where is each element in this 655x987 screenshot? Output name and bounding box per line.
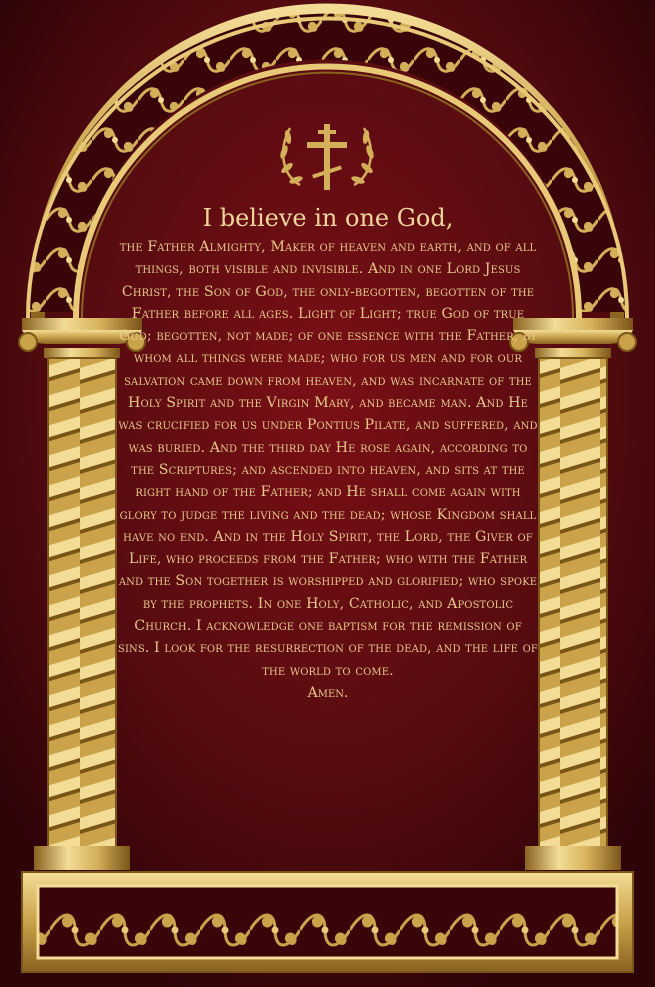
creed-closing: Amen. xyxy=(307,684,349,701)
creed-text xyxy=(118,200,538,870)
left-column xyxy=(34,358,130,870)
creed-body: the Father Almighty, Maker of heaven and earth, and of all things, both visible and invisible. And in one Lord Jesus Christ, the Son of God, the only-begotten, begotten of the Father before all ages. Light of Light; true God of true God; begotten, not made; of one essence with the Father, by whom all things were made; who for us men and for our salvation came down from heaven, and was incarnate of the Holy Spirit and the Virgin Mary, and became man. And He was crucified for us under Pontius Pilate, and suffered, and was buried. And the third day He rose again, according to the Scriptures; and ascended into heaven, and sits at the right hand of the Father; and He shall come again with glory to judge the living and the dead; whose Kingdom shall have no end. And in the Holy Spirit, the Lord, the Giver of Life, who proceeds from the Father; who with the Father and the Son together is worshipped and glorified; who spoke by the prophets. In one Holy, Catholic, and Apostolic Church. I acknowledge one baptism for the remission of sins. I look for the resurrection of the dead, and the life of the world to come. xyxy=(118,239,538,679)
base-frieze xyxy=(22,872,633,972)
right-column xyxy=(525,358,621,870)
creed-heading: I believe in one God, xyxy=(202,204,454,232)
